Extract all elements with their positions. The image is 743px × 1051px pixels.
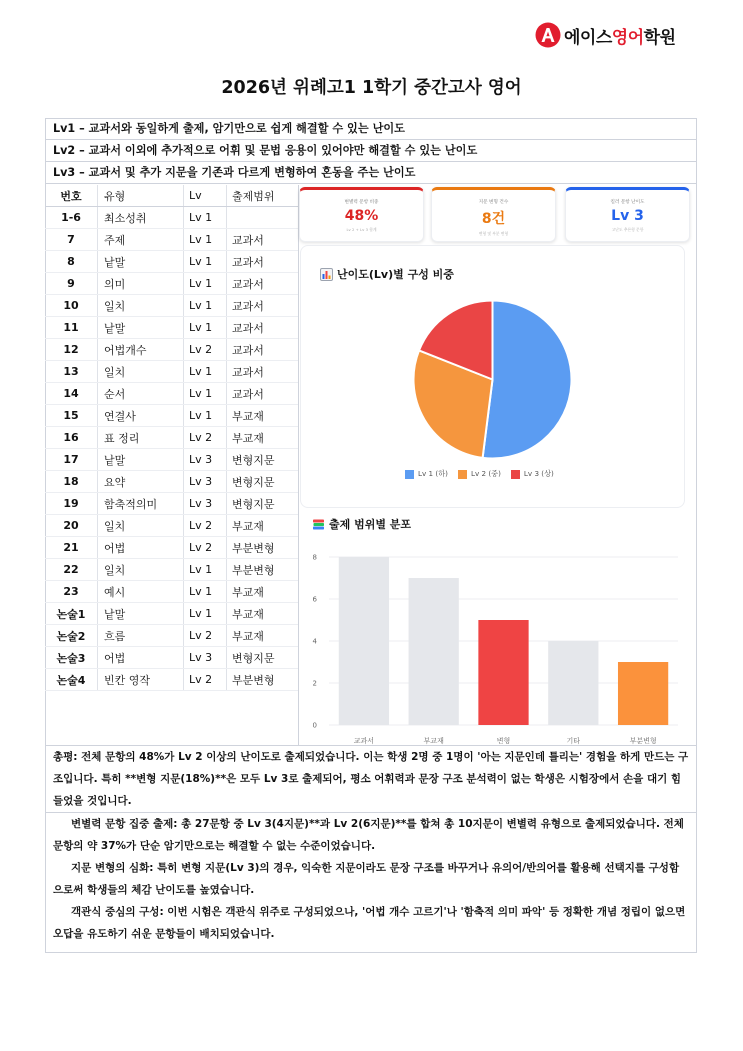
legend-label: Lv 2 (중) <box>470 469 501 478</box>
academy-logo <box>535 22 676 48</box>
pie-legend <box>405 469 564 479</box>
cell-level: Lv 2 <box>184 339 227 361</box>
bar-chart-icon <box>320 268 333 281</box>
cell-scope: 부교재 <box>227 581 299 603</box>
cell-scope: 교과서 <box>227 317 299 339</box>
x-tick-label: 교과서 <box>353 737 375 745</box>
cell-level: Lv 1 <box>184 361 227 383</box>
cell-scope: 부분변형 <box>227 669 299 691</box>
bar-chart-title: 출제 범위별 분포 <box>329 518 412 531</box>
cell-type: 주제 <box>98 229 184 251</box>
summary-variation: 지문 변형의 심화: 특히 변형 지문(Lv 3)의 경우, 익숙한 지문이라도 문장 구조를 바꾸거나 유의어/반의어를 활용해 선택지를 구성함으로써 학생들의 체감 난이도를 높였습니다. <box>53 862 680 896</box>
cell-type: 요약 <box>98 471 184 493</box>
cell-level: Lv 2 <box>184 427 227 449</box>
cell-type: 표 정리 <box>98 427 184 449</box>
logo-text: 에이스영어학원 <box>564 27 676 48</box>
cell-type: 일치 <box>98 559 184 581</box>
bar-2 <box>409 578 459 725</box>
level-2-desc: Lv2 – 교과서 이외에 추가적으로 어휘 및 문법 응용이 있어야만 해결할 수 있는 난이도 <box>45 140 697 162</box>
cell-level: Lv 3 <box>184 449 227 471</box>
cell-number: 논술2 <box>45 625 98 647</box>
cell-type: 어법 <box>98 537 184 559</box>
table-row <box>45 207 298 229</box>
legend-item <box>458 469 501 479</box>
table-row <box>45 427 298 449</box>
bar-chart <box>300 545 685 750</box>
header-number: 번호 <box>45 185 98 207</box>
cell-number: 논술4 <box>45 669 98 691</box>
cell-type: 일치 <box>98 515 184 537</box>
cell-scope: 부교재 <box>227 515 299 537</box>
cell-type: 흐름 <box>98 625 184 647</box>
cell-scope: 교과서 <box>227 251 299 273</box>
header-scope: 출제범위 <box>227 185 299 207</box>
cell-level: Lv 1 <box>184 581 227 603</box>
pie-chart-heading <box>320 266 454 282</box>
bar-4 <box>548 641 598 725</box>
table-row <box>45 361 298 383</box>
table-row <box>45 603 298 625</box>
stat-card-discrimination <box>299 187 424 242</box>
cell-level: Lv 3 <box>184 647 227 669</box>
question-table <box>45 185 298 691</box>
cell-level: Lv 3 <box>184 471 227 493</box>
x-tick-label: 부분변형 <box>629 737 657 745</box>
cell-level: Lv 1 <box>184 559 227 581</box>
legend-item <box>405 469 448 479</box>
y-tick-label: 4 <box>312 637 317 646</box>
cell-number: 논술1 <box>45 603 98 625</box>
cell-scope: 교과서 <box>227 229 299 251</box>
table-row <box>45 339 298 361</box>
cell-number: 20 <box>45 515 98 537</box>
table-row <box>45 625 298 647</box>
cell-level: Lv 1 <box>184 295 227 317</box>
table-row <box>45 471 298 493</box>
x-tick-label: 기타 <box>566 737 581 745</box>
y-tick-label: 8 <box>312 553 317 562</box>
stat-value: 48% <box>344 208 379 224</box>
cell-number: 9 <box>45 273 98 295</box>
cell-scope: 교과서 <box>227 361 299 383</box>
table-row <box>45 647 298 669</box>
cell-number: 12 <box>45 339 98 361</box>
cell-number: 19 <box>45 493 98 515</box>
cell-type: 낱말 <box>98 603 184 625</box>
page-title: 2026년 위례고1 1학기 중간고사 영어 <box>221 78 522 98</box>
cell-number: 22 <box>45 559 98 581</box>
table-header-row <box>45 185 298 207</box>
summary-objective: 객관식 중심의 구성: 이번 시험은 객관식 위주로 구성되었으나, '어법 개수 고르기'나 '함축적 의미 파악' 등 정확한 개념 정립이 없으면 오답을 유도하기 쉬운 문항들이 배치되었습니다. <box>53 906 686 940</box>
stat-card-variation <box>431 187 556 242</box>
cell-level: Lv 1 <box>184 229 227 251</box>
cell-level: Lv 1 <box>184 251 227 273</box>
cell-scope: 교과서 <box>227 295 299 317</box>
table-row <box>45 537 298 559</box>
cell-scope <box>227 207 299 229</box>
stat-value: 8건 <box>481 211 506 227</box>
cell-scope: 변형지문 <box>227 449 299 471</box>
stat-card-killer <box>565 187 690 242</box>
cell-number: 14 <box>45 383 98 405</box>
cell-scope: 부교재 <box>227 625 299 647</box>
cell-level: Lv 2 <box>184 537 227 559</box>
cell-number: 7 <box>45 229 98 251</box>
cell-level: Lv 3 <box>184 493 227 515</box>
pie-chart-title: 난이도(Lv)별 구성 비중 <box>337 268 454 281</box>
cell-scope: 부교재 <box>227 427 299 449</box>
table-row <box>45 515 298 537</box>
cell-type: 순서 <box>98 383 184 405</box>
cell-scope: 교과서 <box>227 339 299 361</box>
cell-type: 빈칸 영작 <box>98 669 184 691</box>
table-divider <box>298 185 299 745</box>
cell-scope: 부교재 <box>227 603 299 625</box>
cell-number: 21 <box>45 537 98 559</box>
cell-number: 8 <box>45 251 98 273</box>
bar-3 <box>478 620 528 725</box>
x-tick-label: 변형 <box>496 737 511 745</box>
level-3-desc: Lv3 – 교과서 및 추가 지문을 기존과 다르게 변형하여 혼동을 주는 난이도 <box>45 162 697 184</box>
cell-number: 논술3 <box>45 647 98 669</box>
cell-scope: 변형지문 <box>227 647 299 669</box>
cell-scope: 변형지문 <box>227 493 299 515</box>
table-row <box>45 229 298 251</box>
cell-number: 18 <box>45 471 98 493</box>
cell-level: Lv 1 <box>184 207 227 229</box>
table-row <box>45 493 298 515</box>
cell-level: Lv 2 <box>184 625 227 647</box>
stat-label: 변별력 문항 비중 <box>344 200 379 205</box>
table-row <box>45 559 298 581</box>
stat-sub: Lv 2 + Lv 3 합계 <box>346 227 377 232</box>
y-tick-label: 6 <box>312 595 317 604</box>
cell-number: 23 <box>45 581 98 603</box>
logo-a-icon <box>535 22 561 48</box>
cell-type: 어법 <box>98 647 184 669</box>
cell-type: 일치 <box>98 361 184 383</box>
cell-type: 일치 <box>98 295 184 317</box>
legend-swatch <box>405 470 414 479</box>
y-tick-label: 2 <box>312 679 317 688</box>
table-row <box>45 273 298 295</box>
legend-swatch <box>511 470 520 479</box>
books-icon <box>312 518 325 531</box>
summary-discrimination: 변별력 문항 집중 출제: 총 27문항 중 Lv 3(4지문)**과 Lv 2(6지문)**를 합쳐 총 10지문이 변별력 유형으로 출제되었습니다. 전체 문항의 약 37%가 단순 암기만으로는 해결할 수 없는 수준이었습니다. <box>53 818 684 852</box>
table-row <box>45 669 298 691</box>
table-row <box>45 251 298 273</box>
cell-scope: 부교재 <box>227 405 299 427</box>
summary-section <box>45 745 697 945</box>
cell-type: 낱말 <box>98 449 184 471</box>
cell-number: 1-6 <box>45 207 98 229</box>
cell-level: Lv 1 <box>184 273 227 295</box>
table-row <box>45 383 298 405</box>
cell-scope: 교과서 <box>227 383 299 405</box>
table-row <box>45 581 298 603</box>
cell-level: Lv 2 <box>184 669 227 691</box>
cell-type: 예시 <box>98 581 184 603</box>
cell-type: 낱말 <box>98 317 184 339</box>
y-tick-label: 0 <box>312 721 317 730</box>
legend-label: Lv 3 (상) <box>523 469 554 478</box>
bar-1 <box>339 557 389 725</box>
table-row <box>45 449 298 471</box>
cell-type: 어법개수 <box>98 339 184 361</box>
header-type: 유형 <box>98 185 184 207</box>
legend-swatch <box>458 470 467 479</box>
cell-level: Lv 1 <box>184 405 227 427</box>
stat-value: Lv 3 <box>611 208 644 224</box>
cell-type: 연결사 <box>98 405 184 427</box>
cell-type: 의미 <box>98 273 184 295</box>
cell-type: 낱말 <box>98 251 184 273</box>
cell-level: Lv 1 <box>184 383 227 405</box>
cell-scope: 부분변형 <box>227 537 299 559</box>
x-tick-label: 부교재 <box>423 737 444 745</box>
cell-number: 15 <box>45 405 98 427</box>
stat-label: 지문 변형 건수 <box>478 200 509 205</box>
cell-type: 최소성취 <box>98 207 184 229</box>
cell-type: 함축적의미 <box>98 493 184 515</box>
level-legend <box>45 118 697 184</box>
cell-number: 16 <box>45 427 98 449</box>
pie-chart <box>405 292 580 467</box>
stat-sub: 변형 및 부분 변형 <box>478 231 509 236</box>
pie-slice-1 <box>483 301 572 459</box>
level-1-desc: Lv1 – 교과서와 동일하게 출제, 암기만으로 쉽게 해결할 수 있는 난이도 <box>45 118 697 140</box>
cell-scope: 변형지문 <box>227 471 299 493</box>
legend-item <box>511 469 554 479</box>
table-row <box>45 405 298 427</box>
cell-number: 13 <box>45 361 98 383</box>
legend-label: Lv 1 (하) <box>418 469 448 478</box>
bar-5 <box>618 662 668 725</box>
summary-overview: 총평: 전체 문항의 48%가 Lv 2 이상의 난이도로 출제되었습니다. 이는 학생 2명 중 1명이 '아는 지문인데 틀리는' 경험을 하게 만드는 구조입니다. 특히 **변형 지문(18%)**은 모두 Lv 3로 출제되어, 평소 어휘력과 문장 구조 분석력이 없는 학생은 시험장에서 손을 대기 힘들었을 것입니다. <box>45 746 697 813</box>
cell-scope: 교과서 <box>227 273 299 295</box>
cell-scope: 부분변형 <box>227 559 299 581</box>
stat-sub: 고난도 추론형 문항 <box>611 227 644 232</box>
header-level: Lv <box>184 185 227 207</box>
cell-level: Lv 2 <box>184 515 227 537</box>
table-row <box>45 317 298 339</box>
cell-number: 11 <box>45 317 98 339</box>
cell-level: Lv 1 <box>184 317 227 339</box>
cell-number: 17 <box>45 449 98 471</box>
table-row <box>45 295 298 317</box>
stat-label: 킬러 문항 난이도 <box>610 200 645 205</box>
bar-chart-heading <box>312 516 411 532</box>
cell-level: Lv 1 <box>184 603 227 625</box>
cell-number: 10 <box>45 295 98 317</box>
